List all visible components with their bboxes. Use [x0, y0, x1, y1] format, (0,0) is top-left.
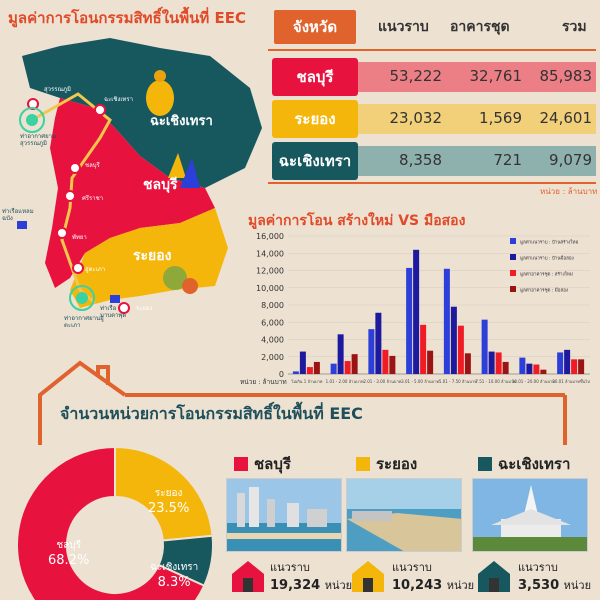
chart-title: มูลค่าการโอน สร้างใหม่ VS มือสอง	[248, 213, 466, 229]
units-section-title: จำนวนหน่วยการโอนกรรมสิทธิ์ในพื้นที่ EEC	[60, 404, 363, 423]
x-tick-label: 20.01 ล้านบาทขึ้นไป	[552, 379, 590, 384]
station-marker	[95, 105, 105, 115]
page-title: มูลค่าการโอนกรรมสิทธิ์ในพื้นที่ EEC	[8, 9, 247, 27]
donut-label-pct: 8.3%	[157, 575, 191, 590]
header-condo: อาคารชุด	[450, 19, 510, 35]
port-label-mapta: ท่าเรือมาบตาพุด	[100, 305, 127, 319]
count-label: แนวราบ	[392, 561, 432, 574]
station-label: ฉะเชิงเทรา	[104, 96, 133, 103]
header-total: รวม	[562, 19, 587, 35]
header-landed: แนวราบ	[378, 19, 429, 35]
count-label: แนวราบ	[270, 561, 310, 574]
airport-label-utapao: ท่าอากาศยานอู่ตะเภา	[64, 315, 104, 329]
x-tick-label: 5.01 - 7.50 ล้านบาท	[438, 379, 477, 384]
card-province-name: ฉะเชิงเทรา	[498, 455, 571, 473]
row-landed: 23,032	[389, 109, 442, 127]
table-unit: หน่วย : ล้านบาท	[540, 187, 598, 196]
station-marker	[70, 163, 80, 173]
photo-rayong	[346, 478, 462, 552]
table-bottom-divider	[268, 182, 596, 184]
card-title-chonburi	[234, 452, 291, 476]
house-icon-rayong	[348, 558, 388, 594]
station-marker	[57, 228, 67, 238]
x-tick-label: 1.01 - 2.00 ล้านบาท	[325, 379, 364, 384]
table-row	[272, 142, 596, 180]
y-tick-label: 4,000	[261, 335, 284, 345]
y-tick-label: 10,000	[256, 283, 284, 293]
count-value: 19,324	[270, 578, 321, 593]
count-unit: หน่วย	[324, 579, 353, 592]
house-icon-chachoengsao	[474, 558, 514, 594]
row-total: 85,983	[539, 67, 592, 85]
legend-label: มูลค่าอาคารชุด : มือสอง	[520, 288, 569, 294]
legend-label: มูลค่าแนวราบ : บ้านมือสอง	[520, 256, 574, 262]
count-value: 3,530	[518, 578, 560, 593]
row-province: ระยอง	[272, 100, 358, 138]
airport-icon-utapao	[76, 292, 88, 304]
photo-chachoengsao	[472, 478, 588, 552]
y-tick-label: 8,000	[261, 301, 284, 310]
x-tick-label: 2.01 - 3.00 ล้านบาท	[363, 379, 402, 384]
table-row	[272, 58, 596, 96]
count-label: แนวราบ	[518, 561, 558, 574]
donut-label-name: ฉะเชิงเทรา	[150, 562, 199, 573]
map-label-chachoengsao: ฉะเชิงเทรา	[150, 114, 213, 129]
port-icon	[110, 295, 120, 303]
header-province: จังหวัด	[274, 10, 356, 44]
legend-square	[234, 457, 248, 471]
legend-swatch	[510, 286, 516, 292]
card-title-chachoengsao	[478, 452, 570, 476]
count-chonburi	[270, 558, 352, 594]
row-condo: 32,761	[469, 67, 522, 85]
donut-label-name: ชลบุรี	[56, 540, 81, 551]
map-label-chonburi: ชลบุรี	[143, 177, 178, 193]
card-province-name: ชลบุรี	[254, 455, 291, 473]
x-tick-label: 10.01 - 20.00 ล้านบาท	[511, 379, 555, 384]
donut-label-chonburi	[48, 538, 89, 568]
x-tick-label: 3.01 - 5.00 ล้านบาท	[401, 379, 440, 384]
table-divider	[268, 49, 596, 51]
port-icon	[17, 221, 27, 229]
count-rayong	[392, 558, 474, 594]
count-unit: หน่วย	[563, 579, 592, 592]
y-axis-label: หน่วย : ล้านบาท	[240, 378, 287, 386]
donut-label-chachoengsao	[150, 560, 198, 590]
value-table-header	[274, 10, 596, 46]
photo-chonburi	[226, 478, 342, 552]
y-tick-label: 2,000	[261, 352, 284, 362]
legend-swatch	[510, 254, 516, 260]
legend-swatch	[510, 270, 516, 276]
station-label: ศรีราชา	[82, 195, 104, 202]
donut-label-rayong	[148, 486, 189, 516]
row-landed: 8,358	[399, 151, 442, 169]
y-tick-label: 14,000	[256, 249, 284, 259]
station-marker	[73, 263, 83, 273]
airport-icon-suvarnabhumi	[26, 114, 38, 126]
station-label: อู่ตะเภา	[85, 266, 106, 273]
row-province: ฉะเชิงเทรา	[272, 142, 358, 180]
legend-square	[356, 457, 370, 471]
card-province-name: ระยอง	[376, 455, 418, 473]
row-condo: 721	[493, 151, 522, 169]
row-province: ชลบุรี	[272, 58, 358, 96]
station-label: ระยอง	[136, 305, 153, 312]
x-tick-label: ไม่เกิน 1 ล้านบาท	[291, 379, 323, 384]
x-tick-label: 7.51 - 10.00 ล้านบาท	[475, 379, 516, 384]
station-label: พัทยา	[72, 234, 87, 241]
donut-label-name: ระยอง	[154, 488, 183, 499]
legend-swatch	[510, 238, 516, 244]
row-condo: 1,569	[479, 109, 522, 127]
legend-square	[478, 457, 492, 471]
row-landed: 53,222	[389, 67, 442, 85]
legend-label: มูลค่าแนวราบ : บ้านสร้างใหม่	[520, 240, 579, 246]
airport-label-suvarnabhumi: ท่าอากาศยานสุวรรณภูมิ	[20, 133, 57, 147]
legend-label: มูลค่าอาคารชุด : สร้างใหม่	[520, 272, 573, 278]
port-label-laemchabang: ท่าเรือแหลมฉบัง	[2, 208, 34, 222]
count-value: 10,243	[392, 578, 443, 593]
donut-label-pct: 68.2%	[48, 553, 90, 568]
row-total: 9,079	[549, 151, 592, 169]
station-label: ชลบุรี	[85, 162, 100, 169]
table-row	[272, 100, 596, 138]
card-title-rayong	[356, 452, 417, 476]
house-icon-chonburi	[228, 558, 268, 594]
count-unit: หน่วย	[446, 579, 475, 592]
station-marker	[65, 191, 75, 201]
row-total: 24,601	[539, 109, 592, 127]
station-label: สุวรรณภูมิ	[44, 86, 71, 93]
y-tick-label: 0	[278, 370, 284, 379]
y-tick-label: 16,000	[256, 232, 284, 241]
map-label-rayong: ระยอง	[133, 248, 172, 264]
y-tick-label: 6,000	[261, 318, 284, 328]
y-tick-label: 12,000	[256, 266, 284, 276]
donut-label-pct: 23.5%	[148, 501, 190, 516]
count-chachoengsao	[518, 558, 591, 594]
